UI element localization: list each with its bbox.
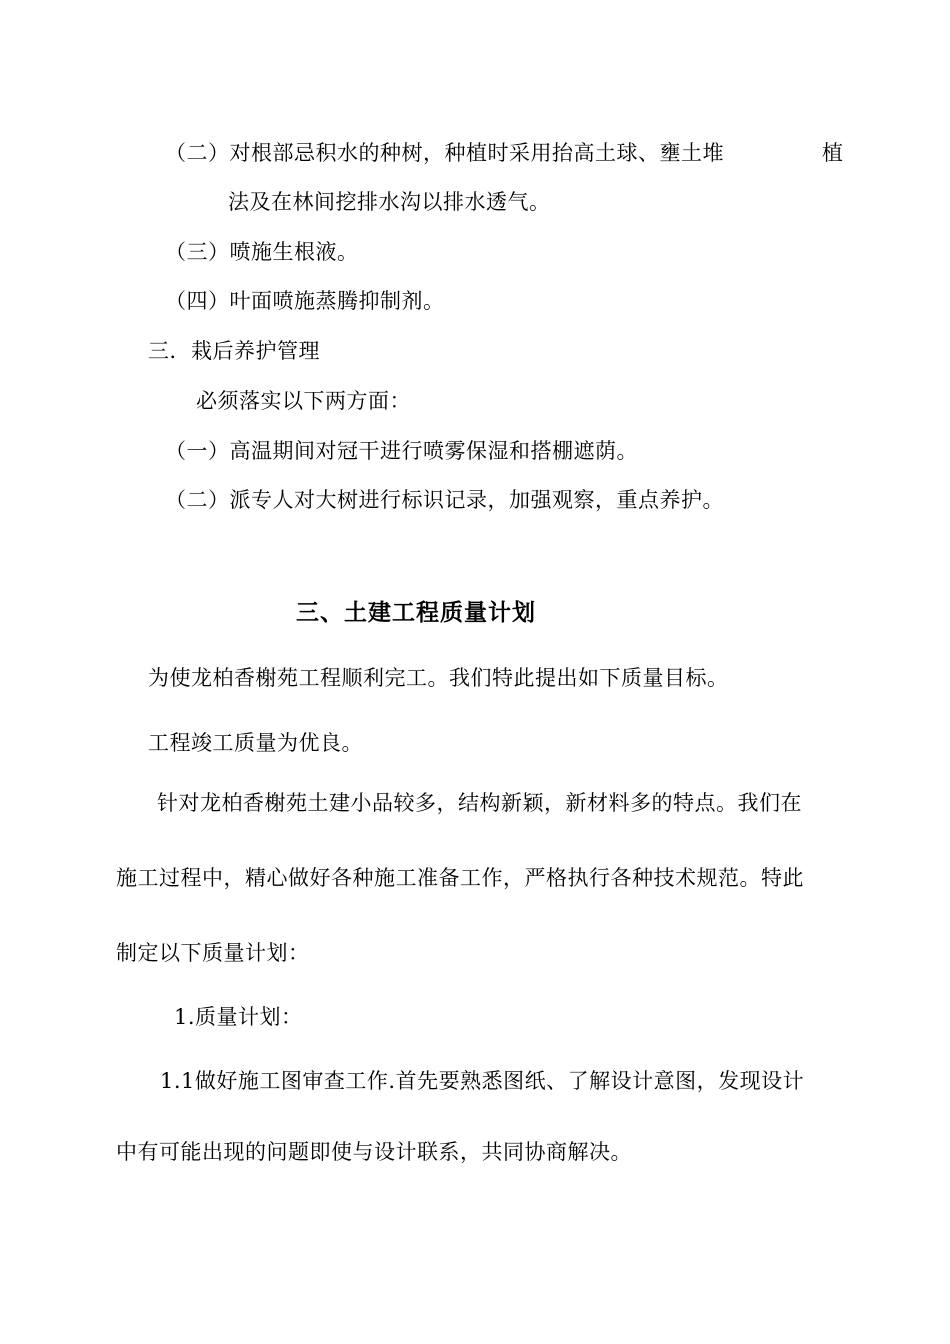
paragraph-line: 工程竣工质量为优良。 (148, 731, 363, 755)
paragraph-line: （二）对根部忌积水的种树，种植时采用抬高土球、壅土堆 (165, 141, 724, 165)
section-heading: 三、土建工程质量计划 (296, 600, 536, 626)
list-heading: 1.质量计划： (174, 1005, 303, 1029)
paragraph-line: 植 (822, 141, 844, 165)
paragraph-line: 中有可能出现的问题即使与设计联系，共同协商解决。 (116, 1140, 632, 1164)
paragraph-line: 为使龙柏香榭苑工程顺利完工。我们特此提出如下质量目标。 (148, 666, 729, 690)
paragraph-line: 针对龙柏香榭苑土建小品较多，结构新颖，新材料多的特点。我们在 (157, 791, 802, 815)
paragraph-line: 法及在林间挖排水沟以排水透气。 (228, 190, 551, 214)
paragraph-line: （二）派专人对大树进行标识记录，加强观察，重点养护。 (165, 488, 724, 512)
paragraph-line: 施工过程中，精心做好各种施工准备工作，严格执行各种技术规范。特此 (116, 866, 804, 890)
paragraph-line: 制定以下质量计划： (116, 941, 310, 965)
paragraph-line: （三）喷施生根液。 (165, 240, 359, 264)
section-subheading: 三．栽后养护管理 (148, 339, 320, 363)
paragraph-line: 1.1做好施工图审查工作.首先要熟悉图纸、了解设计意图，发现设计 (160, 1069, 805, 1093)
paragraph-line: （一）高温期间对冠干进行喷雾保湿和搭棚遮荫。 (165, 439, 638, 463)
paragraph-line: 必须落实以下两方面： (196, 389, 411, 413)
paragraph-line: （四）叶面喷施蒸腾抑制剂。 (165, 289, 445, 313)
